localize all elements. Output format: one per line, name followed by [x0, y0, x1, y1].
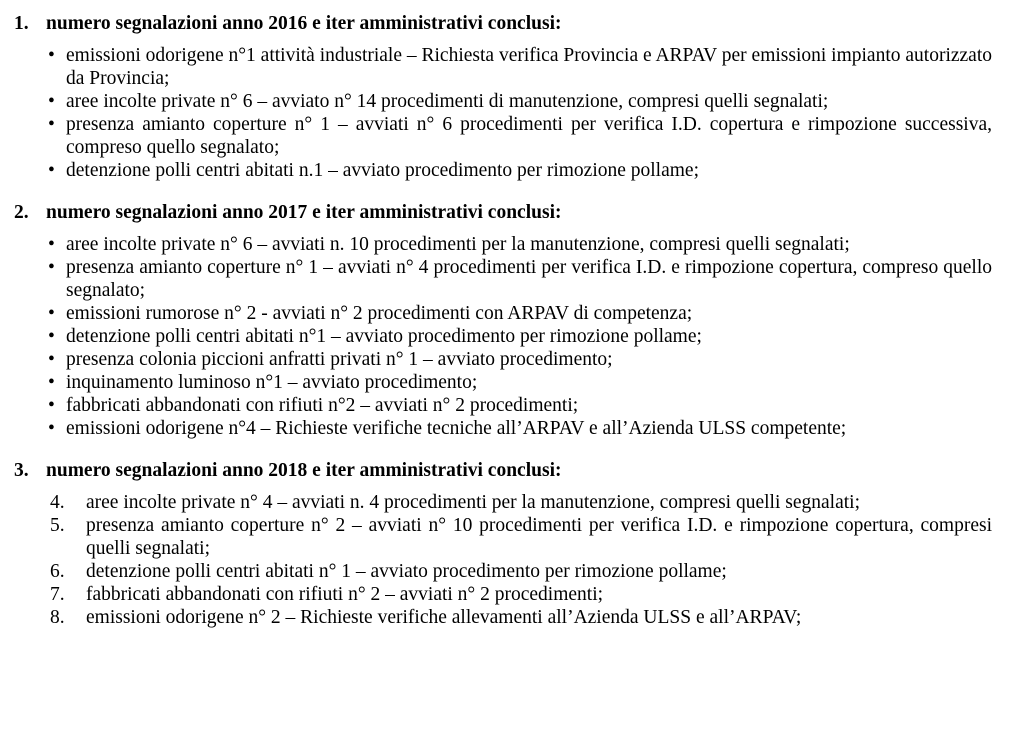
- section-2016: [14, 12, 992, 182]
- section-number: 3.: [14, 460, 29, 481]
- list-item-text: fabbricati abbandonati con rifiuti n° 2 – avviati n° 2 procedimenti;: [86, 584, 604, 605]
- item-number: 4.: [50, 492, 65, 513]
- list-item-text: emissioni odorigene n° 2 – Richieste verifiche allevamenti all’Azienda ULSS e all’ARPAV;: [86, 607, 802, 628]
- bullet-marker: •: [48, 257, 55, 278]
- list-item-text: emissioni rumorose n° 2 - avviati n° 2 procedimenti con ARPAV di competenza;: [66, 303, 693, 324]
- item-number: 5.: [50, 515, 65, 536]
- list-item: [14, 90, 992, 113]
- bullet-marker: •: [48, 418, 55, 439]
- list-item-text: aree incolte private n° 4 – avviati n. 4 procedimenti per la manutenzione, compresi quelli segnalati;: [86, 492, 860, 513]
- section-title: numero segnalazioni anno 2017 e iter amministrativi conclusi:: [46, 202, 562, 223]
- section-title: numero segnalazioni anno 2018 e iter amministrativi conclusi:: [46, 460, 562, 481]
- list-item-text: emissioni odorigene n°4 – Richieste verifiche tecniche all’ARPAV e all’Azienda ULSS competente;: [66, 418, 847, 439]
- list-item: [14, 583, 992, 606]
- section-2017: [14, 201, 992, 440]
- bullet-marker: •: [48, 45, 55, 66]
- list-item-text: detenzione polli centri abitati n°1 – avviato procedimento per rimozione pollame;: [66, 326, 702, 347]
- bullet-marker: •: [48, 114, 55, 135]
- list-item-text: detenzione polli centri abitati n.1 – avviato procedimento per rimozione pollame;: [66, 160, 699, 181]
- list-item: [14, 417, 992, 440]
- item-number: 6.: [50, 561, 65, 582]
- bullet-list: [14, 233, 992, 440]
- list-item-text: presenza amianto coperture n° 1 – avviati n° 6 procedimenti per verifica I.D. copertura e rimpozione successiva, compreso quello segnalato;: [66, 114, 992, 158]
- list-item: [14, 325, 992, 348]
- bullet-list: [14, 44, 992, 182]
- list-item: [14, 44, 992, 90]
- list-item-text: detenzione polli centri abitati n° 1 – avviato procedimento per rimozione pollame;: [86, 561, 727, 582]
- bullet-marker: •: [48, 234, 55, 255]
- list-item-text: aree incolte private n° 6 – avviati n. 10 procedimenti per la manutenzione, compresi quelli segnalati;: [66, 234, 850, 255]
- list-item: [14, 371, 992, 394]
- list-item: [14, 514, 992, 560]
- list-item: [14, 233, 992, 256]
- bullet-marker: •: [48, 160, 55, 181]
- item-number: 7.: [50, 584, 65, 605]
- list-item: [14, 302, 992, 325]
- numbered-list: [14, 491, 992, 629]
- section-title: numero segnalazioni anno 2016 e iter amministrativi conclusi:: [46, 13, 562, 34]
- list-item-text: presenza colonia piccioni anfratti privati n° 1 – avviato procedimento;: [66, 349, 613, 370]
- list-item-text: inquinamento luminoso n°1 – avviato procedimento;: [66, 372, 478, 393]
- list-item-text: presenza amianto coperture n° 2 – avviati n° 10 procedimenti per verifica I.D. e rimpozione copertura, compresi quelli segnalati;: [86, 515, 992, 559]
- list-item: [14, 491, 992, 514]
- list-item: [14, 113, 992, 159]
- list-item: [14, 394, 992, 417]
- bullet-marker: •: [48, 395, 55, 416]
- list-item-text: presenza amianto coperture n° 1 – avviati n° 4 procedimenti per verifica I.D. e rimpozione copertura, compreso quello segnalato;: [66, 257, 992, 301]
- list-item-text: emissioni odorigene n°1 attività industriale – Richiesta verifica Provincia e ARPAV per emissioni impianto autorizzato da Provincia;: [66, 45, 992, 89]
- bullet-marker: •: [48, 303, 55, 324]
- bullet-marker: •: [48, 326, 55, 347]
- section-number: 2.: [14, 202, 29, 223]
- section-2018: [14, 459, 992, 629]
- bullet-marker: •: [48, 372, 55, 393]
- list-item-text: aree incolte private n° 6 – avviato n° 14 procedimenti di manutenzione, compresi quelli segnalati;: [66, 91, 829, 112]
- bullet-marker: •: [48, 91, 55, 112]
- list-item: [14, 606, 992, 629]
- list-item-text: fabbricati abbandonati con rifiuti n°2 – avviati n° 2 procedimenti;: [66, 395, 579, 416]
- section-heading: [14, 201, 992, 224]
- list-item: [14, 159, 992, 182]
- list-item: [14, 256, 992, 302]
- section-number: 1.: [14, 13, 29, 34]
- bullet-marker: •: [48, 349, 55, 370]
- list-item: [14, 348, 992, 371]
- item-number: 8.: [50, 607, 65, 628]
- list-item: [14, 560, 992, 583]
- section-heading: [14, 459, 992, 482]
- section-heading: [14, 12, 992, 35]
